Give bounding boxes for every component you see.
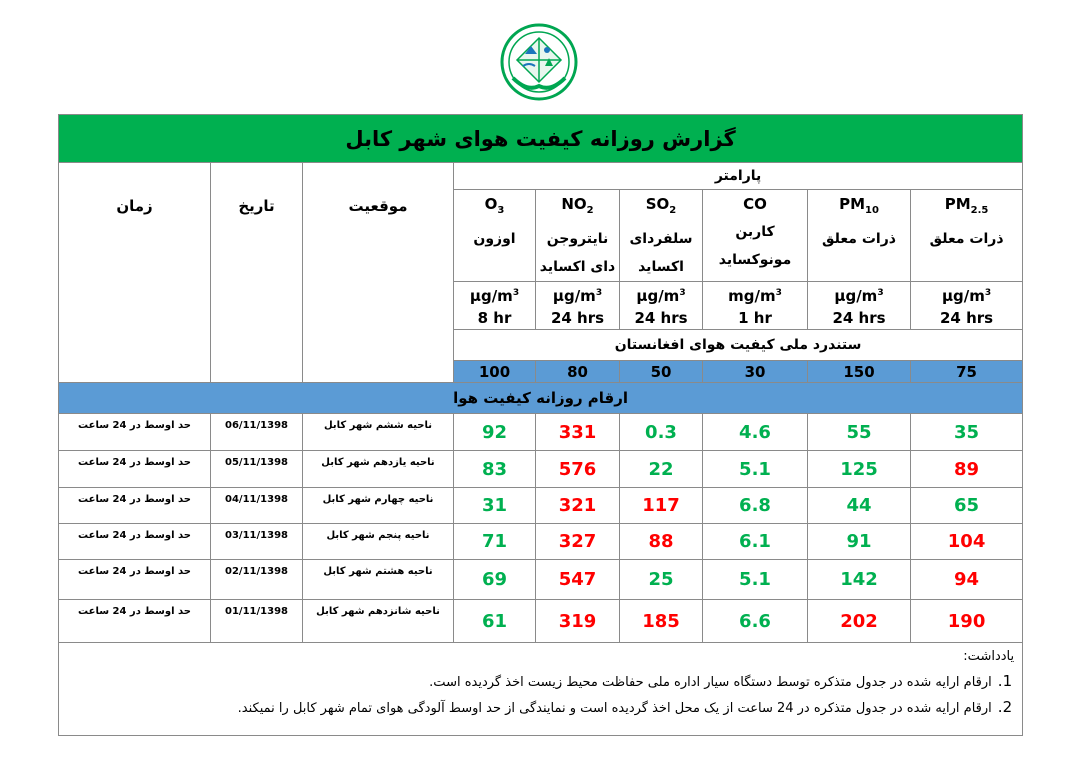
measurement-value: 6.1 — [703, 524, 808, 560]
measurement-value: 185 — [620, 600, 703, 643]
time-cell: حد اوسط در 24 ساعت — [59, 524, 211, 560]
note-text: ارقام ارایه شده در جدول متذکره در 24 ساعت از یک محل اخذ گردیده است و نمایندگی از حد اوسط آلودگی هوای تمام شهر کابل را نمیکند. — [237, 701, 992, 716]
standard-value: 75 — [911, 361, 1023, 383]
parameter-name-cell — [808, 190, 911, 282]
measurement-value: 190 — [911, 600, 1023, 643]
parameter-subscript: 10 — [865, 205, 879, 216]
time-cell: حد اوسط در 24 ساعت — [59, 560, 211, 600]
measurement-value: 71 — [454, 524, 536, 560]
date-cell: 01/11/1398 — [211, 600, 303, 643]
parameter-name-cell — [536, 190, 620, 282]
parameter-symbol: $NO_2$ — [561, 195, 594, 216]
measurement-value: 91 — [808, 524, 911, 560]
location-cell: ناحیه ششم شهر کابل — [303, 414, 454, 451]
time-header: زمان — [59, 163, 211, 383]
date-cell: 03/11/1398 — [211, 524, 303, 560]
parameter-name-line: مونوکساید — [718, 252, 792, 268]
location-cell: ناحیه یازدهم شهر کابل — [303, 451, 454, 488]
parameter-name-line: دای اکساید — [539, 259, 616, 275]
averaging-period: 8 hr — [477, 309, 512, 327]
measurement-value: 104 — [911, 524, 1023, 560]
note-item — [67, 672, 1014, 690]
note-number: 1. — [997, 672, 1013, 690]
parameter-unit-cell — [454, 282, 536, 330]
measurement-value: 142 — [808, 560, 911, 600]
measurement-value: 44 — [808, 488, 911, 524]
averaging-period: 24 hrs — [550, 309, 605, 327]
time-cell: حد اوسط در 24 ساعت — [59, 414, 211, 451]
table-row — [59, 600, 1023, 643]
parameter-header: پارامتر — [454, 163, 1023, 190]
standard-value: 80 — [536, 361, 620, 383]
measurement-value: 35 — [911, 414, 1023, 451]
unit-superscript: 3 — [775, 288, 782, 298]
parameter-name-cell — [911, 190, 1023, 282]
location-header: موقعیت — [303, 163, 454, 383]
measurement-value: 6.6 — [703, 600, 808, 643]
report-title: گزارش روزانه کیفیت هوای شهر کابل — [59, 115, 1023, 163]
measurement-value: 5.1 — [703, 451, 808, 488]
date-cell: 02/11/1398 — [211, 560, 303, 600]
air-quality-table — [58, 114, 1023, 736]
measurement-value: 327 — [536, 524, 620, 560]
measurement-value: 25 — [620, 560, 703, 600]
table-row — [59, 488, 1023, 524]
date-cell: 04/11/1398 — [211, 488, 303, 524]
parameter-unit-cell — [703, 282, 808, 330]
location-cell: ناحیه پنجم شهر کابل — [303, 524, 454, 560]
unit-superscript: 3 — [984, 288, 992, 298]
standard-label: ستندرد ملی کیفیت هوای افغانستان — [454, 330, 1023, 361]
note-number: 2. — [997, 698, 1013, 716]
parameter-subscript: 2 — [669, 205, 677, 216]
parameter-symbol: $SO_2$ — [645, 195, 677, 216]
measurement-value: 61 — [454, 600, 536, 643]
measurement-value: 125 — [808, 451, 911, 488]
location-cell: ناحیه شانزدهم شهر کابل — [303, 600, 454, 643]
measurement-value: 83 — [454, 451, 536, 488]
parameter-symbol: $PM_{10}$ — [839, 195, 879, 216]
location-cell: ناحیه هشتم شهر کابل — [303, 560, 454, 600]
table-row — [59, 414, 1023, 451]
parameter-name-line: کاربن — [735, 224, 775, 240]
parameter-unit-cell — [536, 282, 620, 330]
measurement-value: 6.8 — [703, 488, 808, 524]
parameter-unit: $mg/m^3$ — [728, 287, 782, 305]
measurement-value: 31 — [454, 488, 536, 524]
standard-value: 150 — [808, 361, 911, 383]
date-cell: 06/11/1398 — [211, 414, 303, 451]
measurement-value: 65 — [911, 488, 1023, 524]
measurement-value: 88 — [620, 524, 703, 560]
unit-superscript: 3 — [595, 288, 603, 298]
measurement-value: 89 — [911, 451, 1023, 488]
parameter-name-cell — [620, 190, 703, 282]
parameter-name-cell — [454, 190, 536, 282]
measurement-value: 0.3 — [620, 414, 703, 451]
measurement-value: 547 — [536, 560, 620, 600]
averaging-period: 1 hr — [738, 309, 772, 327]
parameter-unit: $\mu g/m^3$ — [469, 287, 520, 305]
parameter-unit: $\mu g/m^3$ — [636, 287, 686, 305]
parameter-unit: $\mu g/m^3$ — [552, 287, 603, 305]
daily-values-label: ارقام روزانه کیفیت هوا — [59, 383, 1023, 414]
unit-superscript: 3 — [877, 288, 884, 298]
averaging-period: 24 hrs — [940, 309, 994, 327]
time-cell: حد اوسط در 24 ساعت — [59, 488, 211, 524]
measurement-value: 331 — [536, 414, 620, 451]
averaging-period: 24 hrs — [832, 309, 886, 327]
parameter-symbol: $PM_{2.5}$ — [944, 195, 989, 216]
location-cell: ناحیه چهارم شهر کابل — [303, 488, 454, 524]
parameter-name-line: اوزون — [473, 231, 516, 247]
measurement-value: 55 — [808, 414, 911, 451]
date-header: تاریخ — [211, 163, 303, 383]
measurement-value: 319 — [536, 600, 620, 643]
table-row — [59, 451, 1023, 488]
standard-value: 30 — [703, 361, 808, 383]
environment-agency-seal-icon — [499, 22, 579, 102]
table-row — [59, 524, 1023, 560]
measurement-value: 94 — [911, 560, 1023, 600]
note-text: ارقام ارایه شده در جدول متذکره توسط دستگاه سیار اداره ملی حفاظت محیط زیست اخذ گردیده است. — [429, 675, 992, 690]
measurement-value: 5.1 — [703, 560, 808, 600]
standard-value: 50 — [620, 361, 703, 383]
parameter-name-line: نایتروجن — [546, 231, 609, 247]
measurement-value: 92 — [454, 414, 536, 451]
parameter-name-line: سلفردای — [629, 231, 693, 247]
parameter-name-line: ذرات معلق — [822, 231, 896, 247]
parameter-unit-cell — [808, 282, 911, 330]
parameter-unit: $\mu g/m^3$ — [941, 287, 992, 305]
date-cell: 05/11/1398 — [211, 451, 303, 488]
measurement-value: 321 — [536, 488, 620, 524]
time-cell: حد اوسط در 24 ساعت — [59, 451, 211, 488]
time-cell: حد اوسط در 24 ساعت — [59, 600, 211, 643]
unit-superscript: 3 — [679, 288, 686, 298]
parameter-symbol: $O_3$ — [484, 195, 505, 216]
measurement-value: 117 — [620, 488, 703, 524]
notes-title: یادداشت: — [963, 649, 1015, 664]
parameter-subscript: 2 — [586, 205, 594, 216]
note-item — [67, 698, 1014, 716]
table-row — [59, 560, 1023, 600]
parameter-subscript: 2.5 — [970, 205, 989, 216]
parameter-unit: $\mu g/m^3$ — [834, 287, 884, 305]
measurement-value: 69 — [454, 560, 536, 600]
parameter-subscript: 3 — [497, 205, 505, 216]
measurement-value: 4.6 — [703, 414, 808, 451]
parameter-name-line: ذرات معلق — [929, 231, 1004, 247]
parameter-name-cell — [703, 190, 808, 282]
parameter-symbol: CO — [743, 195, 767, 213]
standard-value: 100 — [454, 361, 536, 383]
measurement-value: 202 — [808, 600, 911, 643]
parameter-unit-cell — [620, 282, 703, 330]
notes-section — [59, 643, 1023, 736]
measurement-value: 22 — [620, 451, 703, 488]
parameter-name-line: اکساید — [638, 259, 684, 275]
unit-superscript: 3 — [512, 288, 520, 298]
parameter-unit-cell — [911, 282, 1023, 330]
averaging-period: 24 hrs — [634, 309, 688, 327]
measurement-value: 576 — [536, 451, 620, 488]
